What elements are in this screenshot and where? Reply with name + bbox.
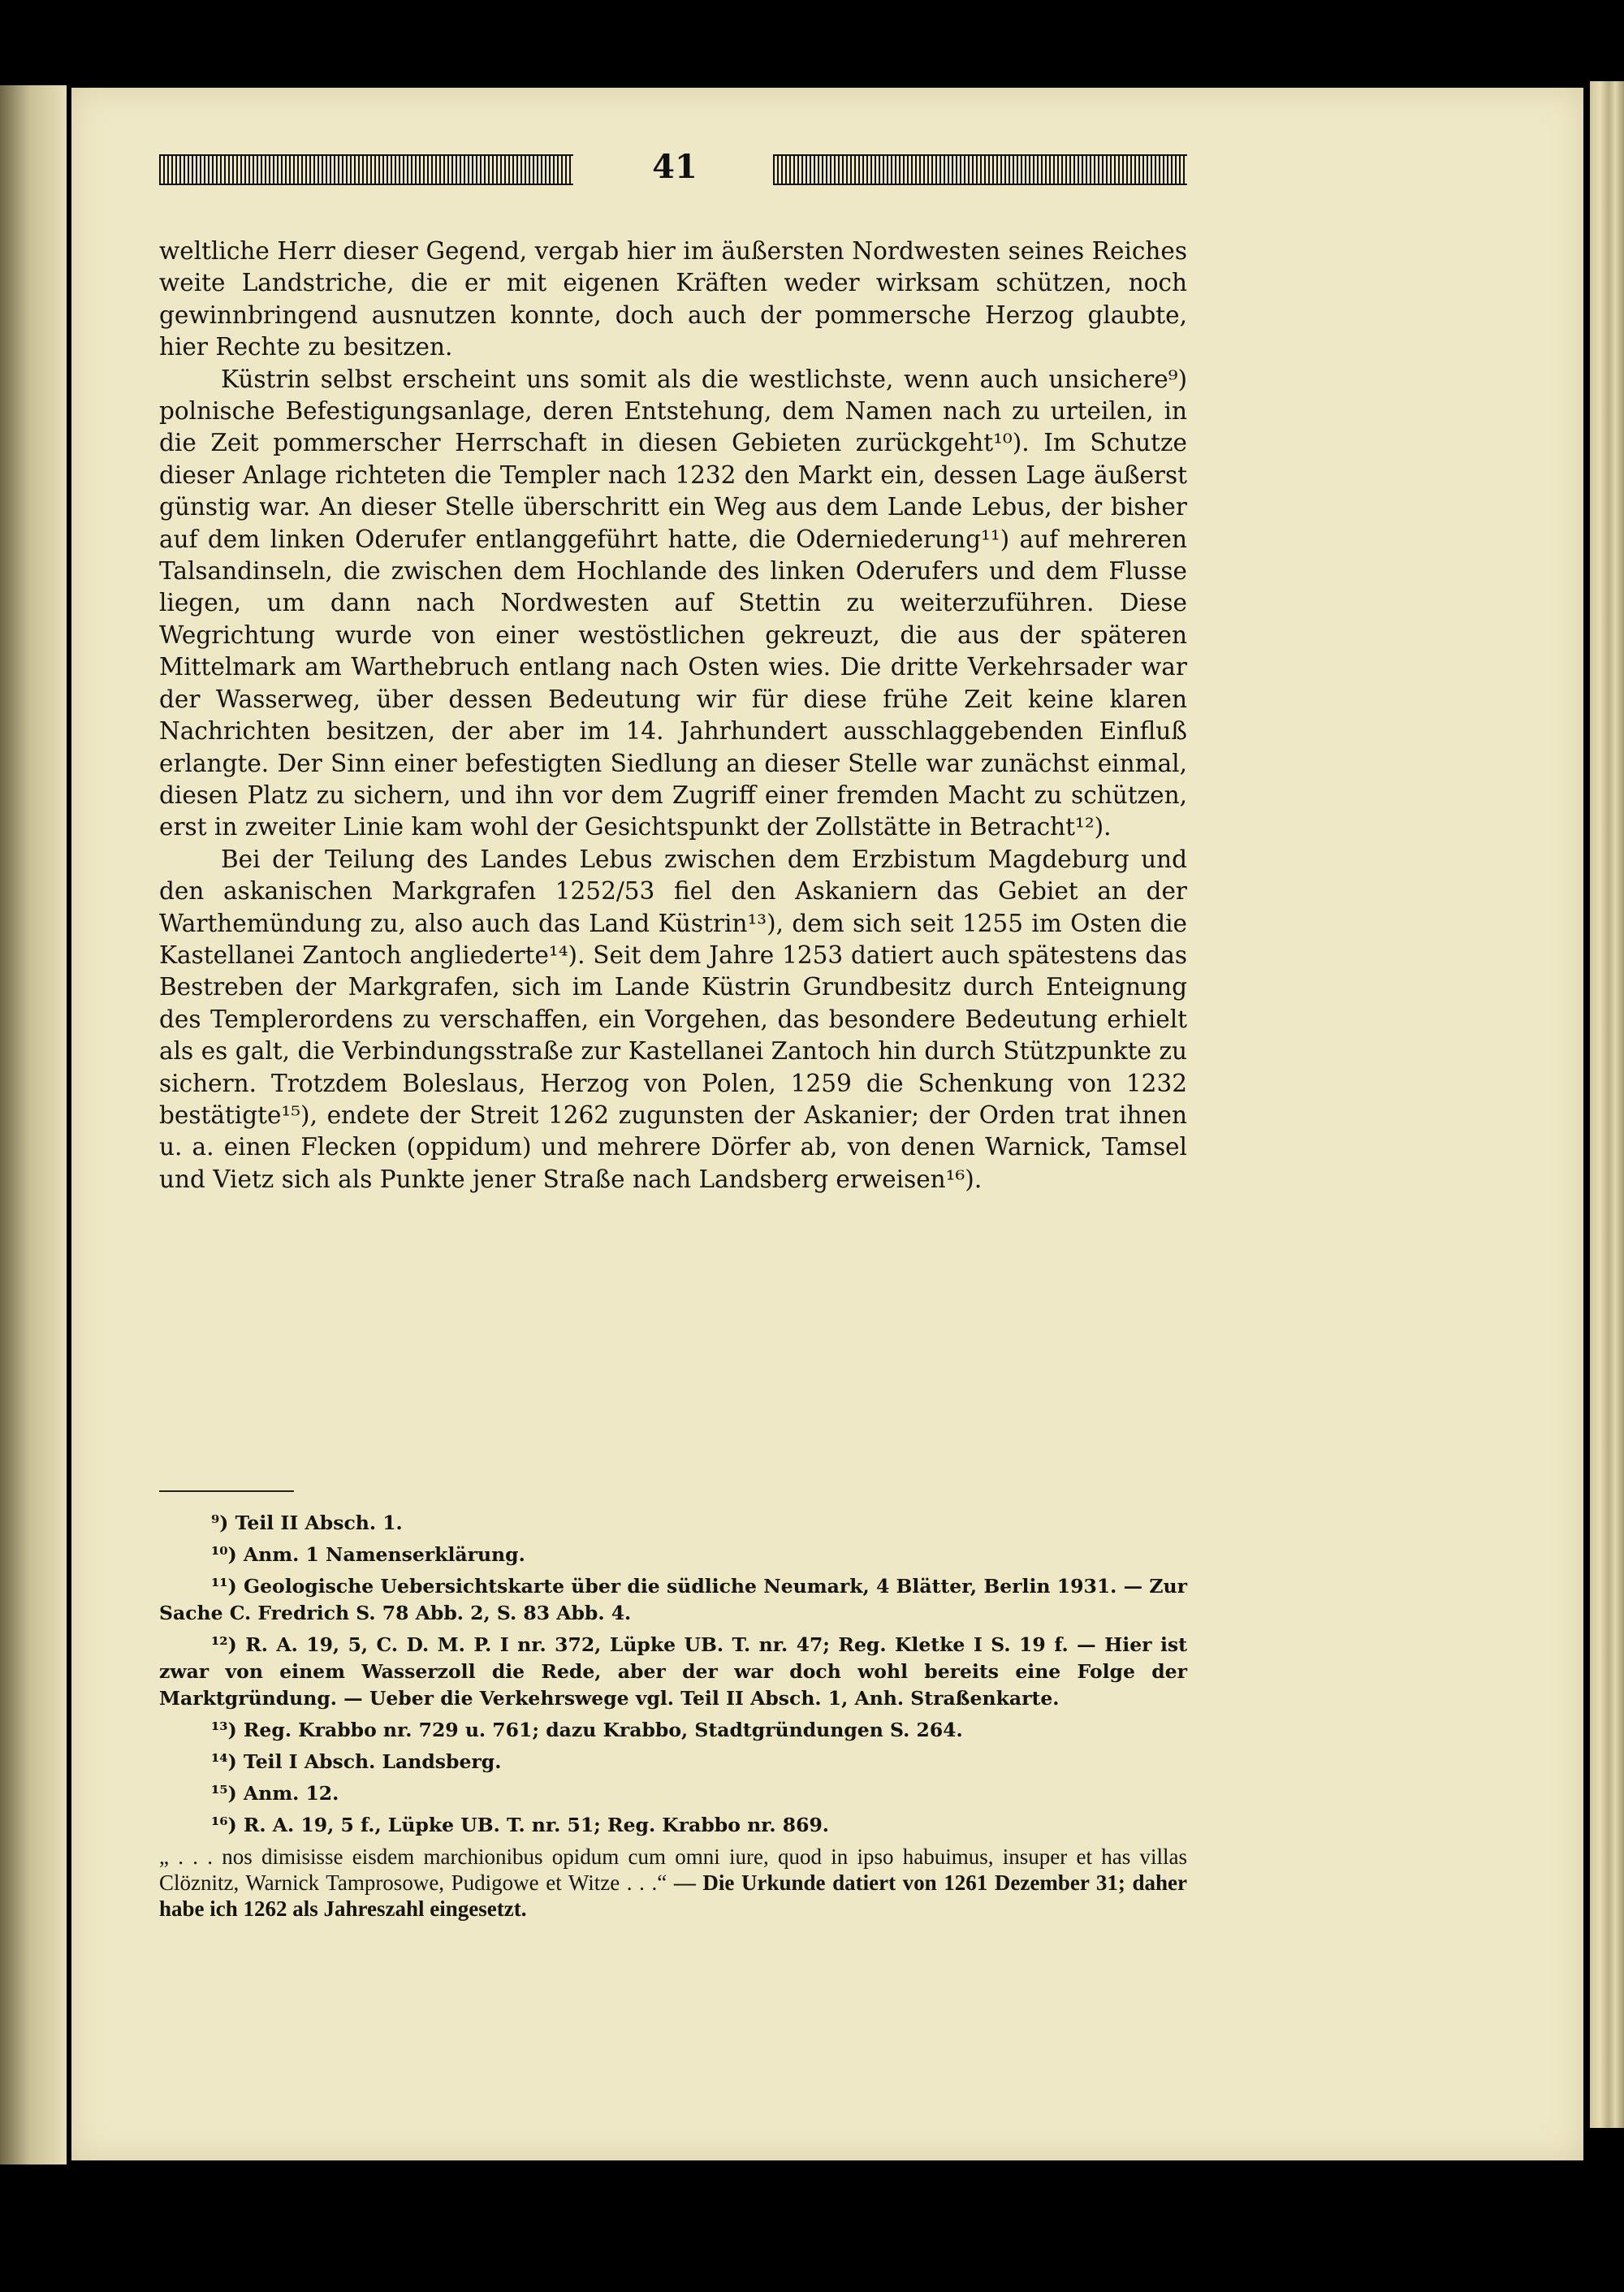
footnote-10 [159,1542,1187,1568]
footnote-text: Teil I Absch. Landsberg. [243,1750,502,1773]
footnote-number: ¹⁵) [211,1782,237,1805]
footnote-11 [159,1573,1187,1627]
footnote-text: Anm. 1 Namenserklärung. [243,1543,525,1566]
footnote-14 [159,1749,1187,1775]
footnote-text: Geologische Uebersichtskarte über die südliche Neumark, 4 Blätter, Berlin 1931. — Zur Sache C. Fredrich S. 78 Abb. 2, S. 83 Abb. 4. [159,1575,1188,1624]
footnote-text: R. A. 19, 5, C. D. M. P. I nr. 372, Lüpke UB. T. nr. 47; Reg. Kletke I S. 19 f. — Hier ist zwar von einem Wasserzoll die Rede, aber der war doch wohl bereits eine Folge der Marktgründung. — Ueber die Verkehrswege vgl. Teil II Absch. 1, Anh. Straßenkarte. [159,1633,1187,1710]
page-header [159,148,1187,192]
footnotes [159,1490,1187,1922]
paragraph-1: weltliche Herr dieser Gegend, vergab hier im äußersten Nordwesten seines Reiches weite Landstriche, die er mit eigenen Kräften weder wirksam schützen, noch gewinnbringend ausnutzen konnte, doch auch der pommersche Herzog glaubte, hier Rechte zu besitzen. [159,237,1187,361]
footnote-16-quote [159,1844,1187,1922]
footnote-16 [159,1812,1187,1839]
page-number: 41 [652,148,698,186]
footnote-text: Reg. Krabbo nr. 729 u. 761; dazu Krabbo, Stadtgründungen S. 264. [243,1719,963,1741]
footnote-13 [159,1717,1187,1744]
footnote-text: Teil II Absch. 1. [235,1511,403,1534]
facing-page-edge [0,85,67,2164]
footnote-text: R. A. 19, 5 f., Lüpke UB. T. nr. 51; Reg. Krabbo nr. 869. [243,1814,829,1836]
footnote-number: ¹¹) [211,1575,237,1598]
page-stack-edge [1590,81,1624,2128]
footnote-number: ⁹) [211,1511,229,1534]
header-ornament-left [159,154,573,185]
paragraph-3: Bei der Teilung des Landes Lebus zwischen dem Erzbistum Magdeburg und den askanischen Markgrafen 1252/53 fiel den Askaniern das Gebiet an der Warthemündung zu, also auch das Land Küstrin¹³), dem sich seit 1255 im Osten die Kastellanei Zantoch angliederte¹⁴). Seit dem Jahre 1253 datiert auch spätestens das Bestreben der Markgrafen, sich im Lande Küstrin Grundbesitz durch Enteignung des Templerordens zu verschaffen, ein Vorgehen, das besondere Bedeutung erhielt als es galt, die Verbindungsstraße zur Kastellanei Zantoch hin durch Stützpunkte zu sichern. Trotzdem Boleslaus, Herzog von Polen, 1259 die Schenkung von 1232 bestätigte¹⁵), endete der Streit 1262 zugunsten der Askanier; der Orden trat ihnen u. a. einen Flecken (oppidum) und mehrere Dörfer ab, von denen Warnick, Tamsel und Vietz sich als Punkte jener Straße nach Landsberg erweisen¹⁶). [159,845,1187,1193]
footnote-9 [159,1510,1187,1537]
footnote-number: ¹⁶) [211,1814,237,1836]
footnote-divider [159,1490,294,1492]
latin-quote: „ . . . nos dimisisse eisdem marchionibus opidum cum omni iure, quod in ipso habuimus, insuper et has villas Clöznitz, Warnick Tamprosowe, Pudigowe et Witze . . .“ [159,1844,1187,1895]
footnote-12 [159,1632,1187,1712]
main-text [159,236,1187,1196]
footnote-text: Anm. 12. [243,1782,339,1805]
footnote-number: ¹⁰) [211,1543,237,1566]
footnote-number: ¹²) [211,1633,237,1656]
header-ornament-right [773,154,1187,185]
footnote-15 [159,1780,1187,1807]
footnote-number: ¹³) [211,1719,237,1741]
paragraph-2: Küstrin selbst erscheint uns somit als die westlichste, wenn auch unsichere⁹) polnische Befestigungsanlage, deren Entstehung, dem Namen nach zu urteilen, in die Zeit pommerscher Herrschaft in diesen Gebieten zurückgeht¹⁰). Im Schutze dieser Anlage richteten die Templer nach 1232 den Markt ein, dessen Lage äußerst günstig war. An dieser Stelle überschritt ein Weg aus dem Lande Lebus, der bisher auf dem linken Oderufer entlanggeführt hatte, die Oderniederung¹¹) auf mehreren Talsandinseln, die zwischen dem Hochlande des linken Oderufers und dem Flusse liegen, um dann nach Nordwesten auf Stettin zu weiterzuführen. Diese Wegrichtung wurde von einer westöstlichen gekreuzt, die aus der späteren Mittelmark am Warthebruch entlang nach Osten wies. Die dritte Verkehrsader war der Wasserweg, über dessen Bedeutung wir für diese frühe Zeit keine klaren Nachrichten besitzen, der aber im 14. Jahrhundert ausschlaggebenden Einfluß erlangte. Der Sinn einer befestigten Siedlung an dieser Stelle war zunächst einmal, diesen Platz zu sichern, und ihn vor dem Zugriff einer fremden Macht zu schützen, erst in zweiter Linie kam wohl der Gesichtspunkt der Zollstätte in Betracht¹²). [159,365,1187,841]
footnote-number: ¹⁴) [211,1750,237,1773]
quote-commentary: — Die Urkunde datiert von 1261 Dezember 31; daher habe ich 1262 als Jahreszahl eingesetzt. [159,1870,1187,1921]
